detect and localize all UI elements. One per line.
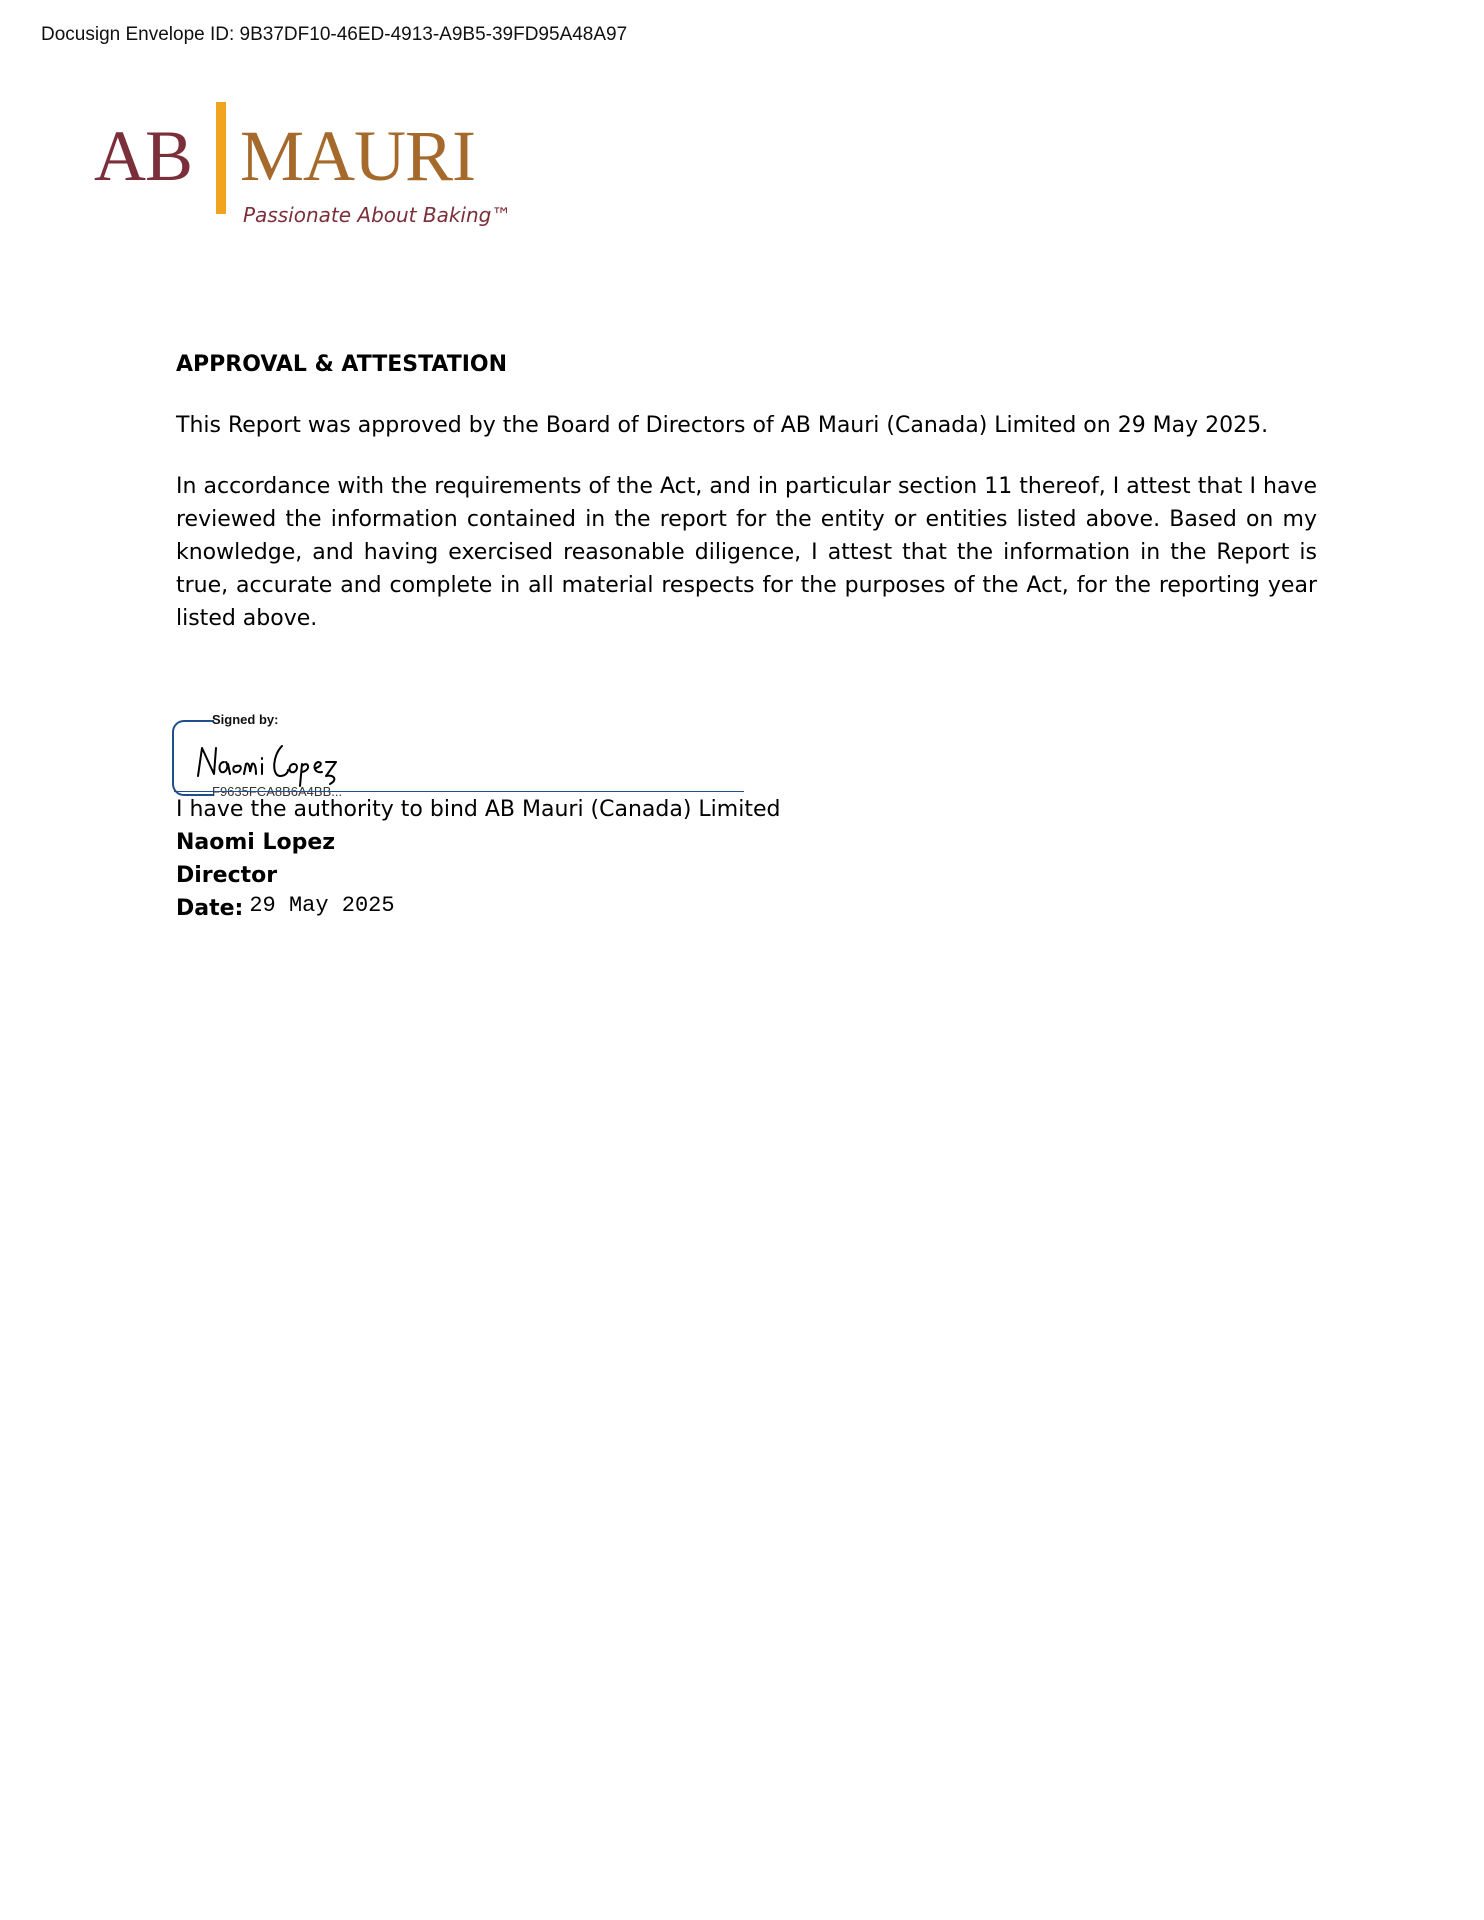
attestation-paragraph: In accordance with the requirements of the Act, and in particular section 11 thereof, I attest that I have reviewed the information contained in the report for the entity or entities listed above. Based on my knowledge, and having exercised reasonable diligence, I attest that the information in the Report is true, accurate and complete in all material respects for the purposes of the Act, for the reporting year listed above. [176,474,1317,631]
company-logo [90,100,530,240]
signatory-details [176,793,780,926]
logo-tagline: Passionate About Baking™ [243,203,512,227]
logo-ab-text: AB [94,116,193,196]
signature-id: F9635FCA8B6A4BB... [212,784,343,799]
logo-divider-bar [216,102,226,214]
date-row [176,892,780,926]
handwritten-signature [190,736,360,788]
section-heading: APPROVAL & ATTESTATION [176,352,508,377]
approval-paragraph: This Report was approved by the Board of Directors of AB Mauri (Canada) Limited on 29 May 2025. [176,413,1269,438]
docusign-signature-block [172,708,772,800]
signed-by-label: Signed by: [212,712,279,727]
date-label: Date: [176,896,244,921]
signatory-title: Director [176,863,278,888]
authority-statement: I have the authority to bind AB Mauri (Canada) Limited [176,797,781,822]
logo-mauri-text: MAURI [240,116,476,196]
envelope-id: Docusign Envelope ID: 9B37DF10-46ED-4913-A9B5-39FD95A48A97 [41,24,628,45]
date-value: 29 May 2025 [249,893,395,918]
document-body [176,348,1317,663]
signature-line [174,791,744,792]
signatory-name: Naomi Lopez [176,830,336,855]
